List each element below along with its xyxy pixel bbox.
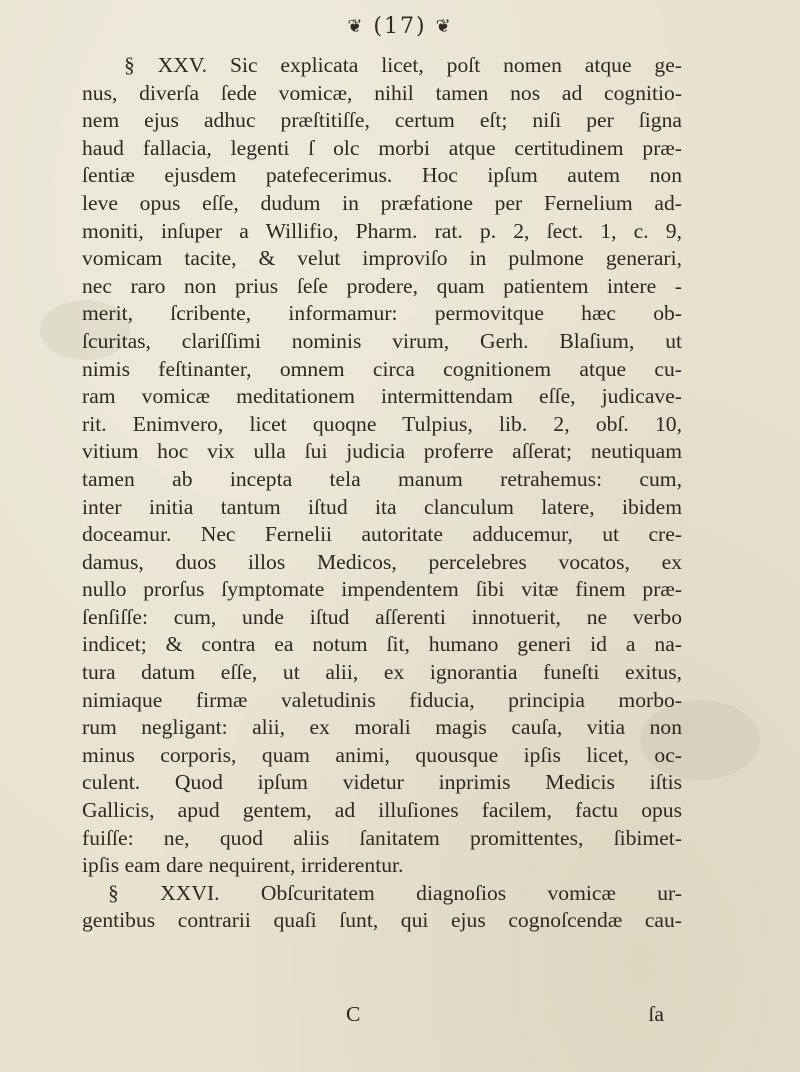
text-line: fuiſſe: ne, quod aliis ſanitatem promittentes, ſibimet-	[82, 825, 682, 850]
text-line: nullo prorſus ſymptomate impendentem ſibi vitæ finem præ-	[82, 577, 682, 602]
signature-mark: C	[346, 1002, 361, 1026]
text-line: rit. Enimvero, licet quoqne Tulpius, lib. 2, obſ. 10,	[82, 411, 682, 436]
text-line: nec raro non prius ſeſe prodere, quam patientem intere -	[82, 273, 682, 298]
text-line: nimiaque firmæ valetudinis fiducia, principia morbo-	[82, 687, 682, 712]
text-line: tura datum eſſe, ut alii, ex ignorantia funeſti exitus,	[82, 660, 682, 685]
text-line: ſcuritas, clariſſimi nominis virum, Gerh. Blaſium, ut	[82, 328, 682, 353]
text-line: nem ejus adhuc præſtitiſſe, certum eſt; niſi per ſigna	[82, 108, 682, 133]
text-line: doceamur. Nec Fernelii autoritate adducemur, ut cre-	[82, 522, 682, 547]
text-line: merit, ſcribente, informamur: permovitque hæc ob-	[82, 301, 682, 326]
text-line: culent. Quod ipſum videtur inprimis Medicis iſtis	[82, 770, 682, 795]
page-header	[0, 14, 800, 39]
text-line: § XXVI. Obſcuritatem diagnoſios vomicæ ur-	[108, 880, 682, 905]
right-ornament-icon: ❦	[435, 16, 453, 37]
text-line: § XXV. Sic explicata licet, poſt nomen atque ge-	[124, 53, 682, 77]
text-line: haud fallacia, legenti ſ olc morbi atque certitudinem præ-	[82, 135, 682, 160]
text-line: damus, duos illos Medicos, percelebres vocatos, ex	[82, 549, 682, 574]
text-line: minus corporis, quam animi, quousque ipſis licet, oc-	[82, 742, 682, 767]
body-text	[82, 52, 682, 935]
text-line: indicet; & contra ea notum ſit, humano generi id a na-	[82, 632, 682, 657]
text-line: vitium hoc vix ulla ſui judicia proferre aſſerat; neutiquam	[82, 439, 682, 464]
text-line: gentibus contrarii quaſi ſunt, qui ejus cognoſcendæ cau-	[82, 908, 682, 933]
text-line: ram vomicæ meditationem intermittendam eſſe, judicave-	[82, 384, 682, 409]
text-line: moniti, inſuper a Willifio, Pharm. rat. p. 2, ſect. 1, c. 9,	[82, 218, 682, 243]
text-line: nus, diverſa ſede vomicæ, nihil tamen nos ad cognitio-	[82, 80, 682, 105]
text-line: nimis feſtinanter, omnem circa cognitionem atque cu-	[82, 356, 682, 381]
text-line: vomicam tacite, & velut improviſo in pulmone generari,	[82, 246, 682, 271]
left-ornament-icon: ❦	[347, 16, 365, 37]
text-line: inter initia tantum iſtud ita clanculum latere, ibidem	[82, 494, 682, 519]
text-line: ſentiæ ejusdem patefecerimus. Hoc ipſum autem non	[82, 163, 682, 188]
text-line: Gallicis, apud gentem, ad illuſiones facilem, factu opus	[82, 798, 682, 823]
text-line: leve opus eſſe, dudum in præfatione per Fernelium ad-	[82, 190, 682, 215]
text-line: tamen ab incepta tela manum retrahemus: cum,	[82, 466, 682, 491]
page-number: (17)	[373, 14, 427, 39]
catchword: ſa	[648, 1002, 664, 1026]
text-line: ipſis eam dare nequirent, irriderentur.	[82, 853, 404, 878]
text-line: ſenſiſſe: cum, unde iſtud aſſerenti innotuerit, ne verbo	[82, 604, 682, 629]
text-line: rum negligant: alii, ex morali magis cauſa, vitia non	[82, 715, 682, 740]
